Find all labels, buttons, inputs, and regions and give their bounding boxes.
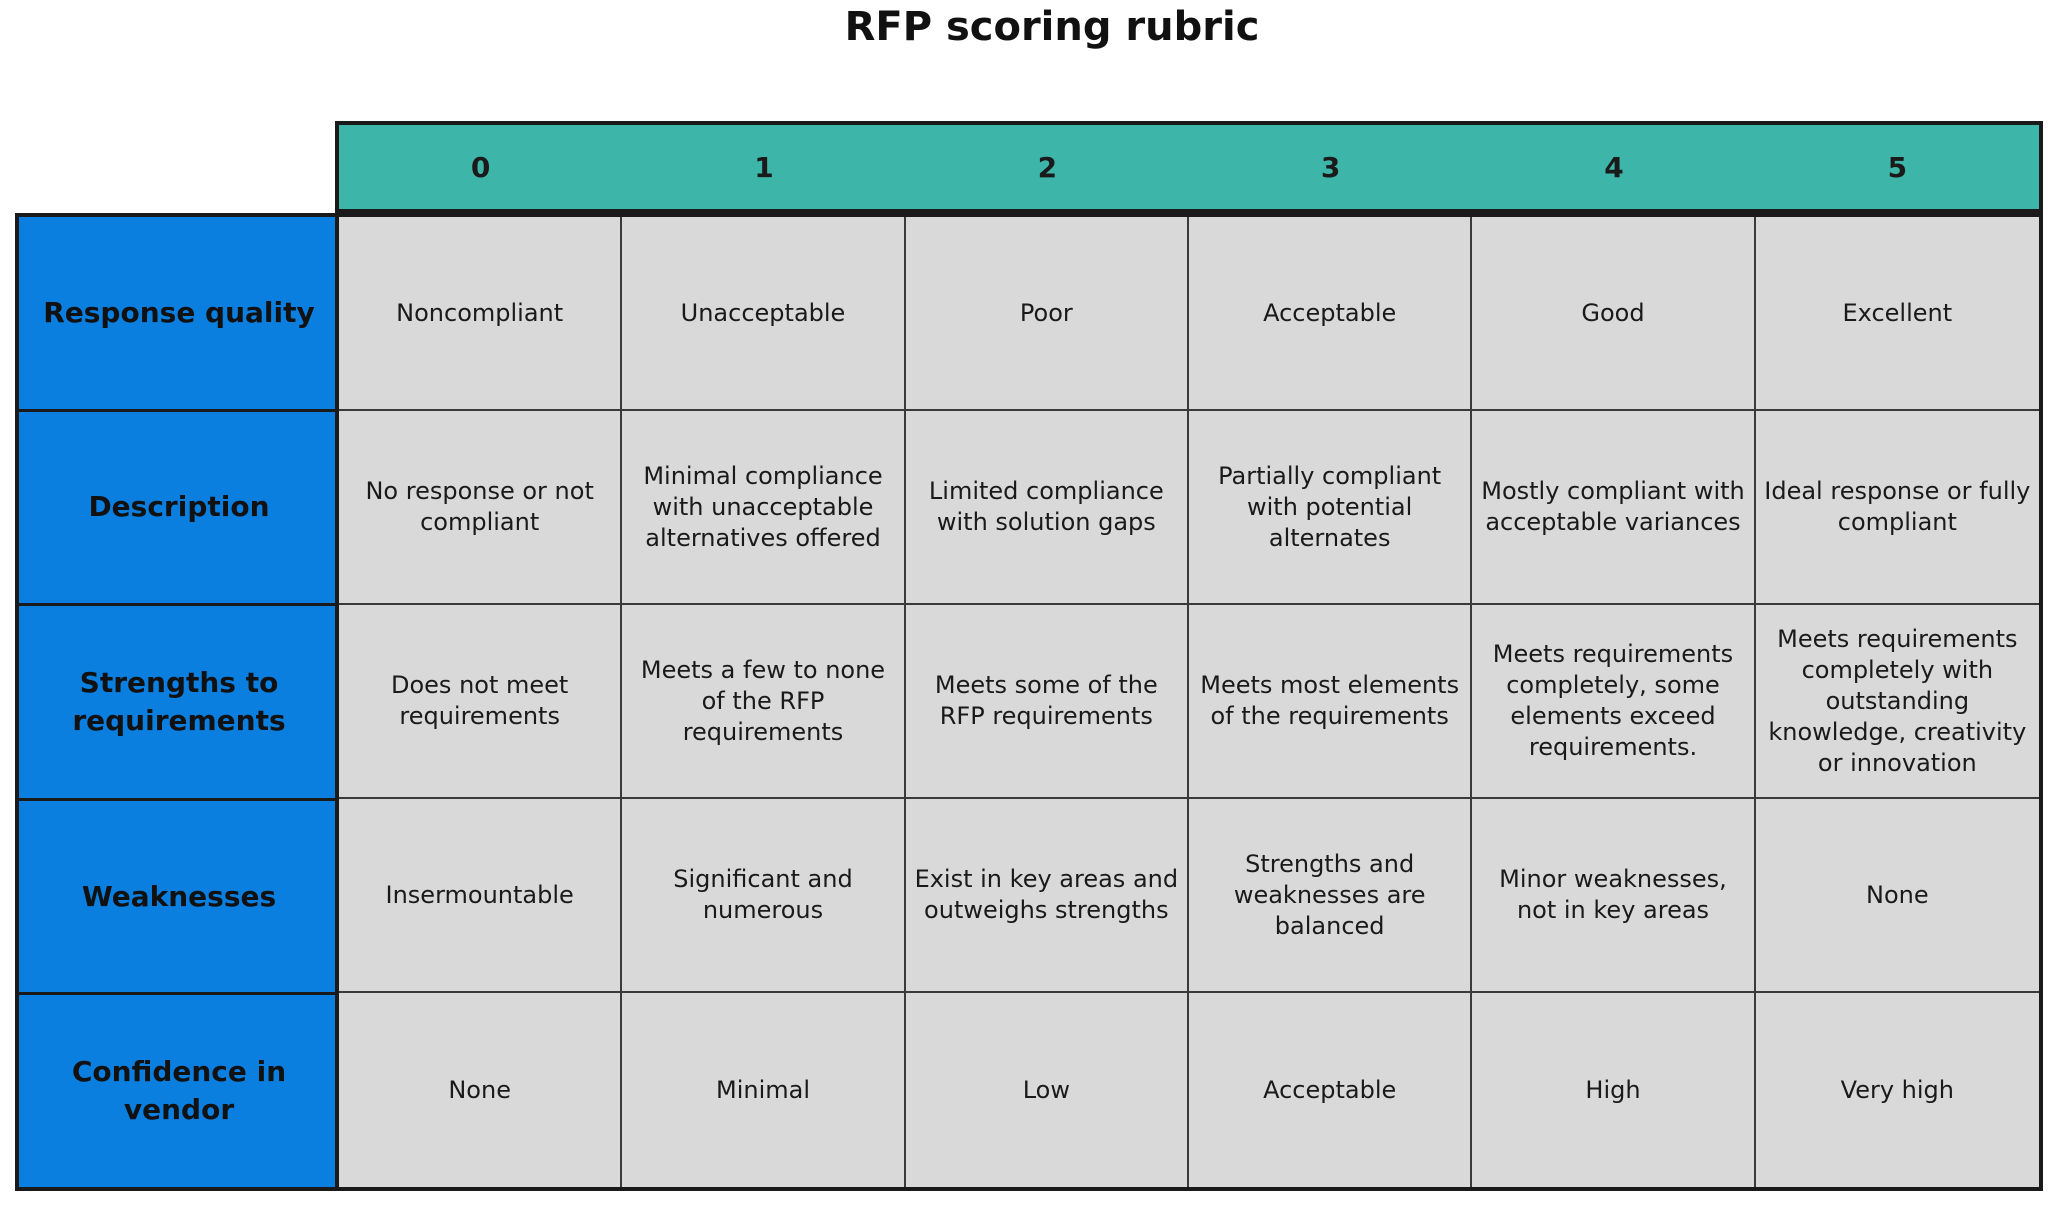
row-label-confidence: Confidence in vendor [71, 1055, 287, 1127]
table-cell: Minimal compliance with unacceptable alternatives offered [622, 411, 905, 605]
table-cell: Partially compliant with potential alternates [1189, 411, 1472, 605]
table-cell: No response or not compliant [339, 411, 622, 605]
score-header-3: 3 [1320, 150, 1341, 184]
row-label-strengths: Strengths to requirements [19, 606, 339, 801]
row-label-description: Description [19, 412, 339, 607]
table-cell: Exist in key areas and outweighs strengths [906, 799, 1189, 993]
table-cell: Ideal response or fully compliant [1756, 411, 2039, 605]
table-cell: Noncompliant [339, 217, 622, 411]
score-header-2: 2 [1037, 150, 1058, 184]
row-label-response-quality: Response quality [19, 217, 339, 412]
table-cell: Low [906, 993, 1189, 1187]
table-cell: Minor weaknesses, not in key areas [1472, 799, 1755, 993]
score-header-5: 5 [1887, 150, 1908, 184]
table-cell: Strengths and weaknesses are balanced [1189, 799, 1472, 993]
table-cell: Poor [906, 217, 1189, 411]
table-cell: Limited compliance with solution gaps [906, 411, 1189, 605]
score-header-0: 0 [470, 150, 491, 184]
table-cell: Excellent [1756, 217, 2039, 411]
table-cell: Unacceptable [622, 217, 905, 411]
table-cell: Significant and numerous [622, 799, 905, 993]
table-cell: Meets requirements completely, some elements exceed requirements. [1472, 605, 1755, 799]
score-header-row [335, 121, 2043, 213]
table-cell: Does not meet requirements [339, 605, 622, 799]
table-cell: Acceptable [1189, 993, 1472, 1187]
table-cell: None [339, 993, 622, 1187]
page-title: RFP scoring rubric [844, 4, 1260, 50]
table-cell: Meets requirements completely with outstanding knowledge, creativity or innovation [1756, 605, 2039, 799]
score-header-4: 4 [1604, 150, 1624, 184]
row-label-weaknesses: Weaknesses [19, 801, 339, 996]
table-cell: High [1472, 993, 1755, 1187]
row-label-column [15, 213, 339, 1191]
table-cell: Meets most elements of the requirements [1189, 605, 1472, 799]
score-header-1: 1 [754, 150, 774, 184]
table-cell: Good [1472, 217, 1755, 411]
table-cell: Meets some of the RFP requirements [906, 605, 1189, 799]
table-cell: Meets a few to none of the RFP requirements [622, 605, 905, 799]
table-cell: None [1756, 799, 2039, 993]
table-cell: Minimal [622, 993, 905, 1187]
table-cell: Mostly compliant with acceptable variances [1472, 411, 1755, 605]
table-cell: Insermountable [339, 799, 622, 993]
table-cell: Acceptable [1189, 217, 1472, 411]
table-cell: Very high [1840, 1075, 1954, 1104]
rubric-grid [335, 213, 2043, 1191]
rubric-table [15, 121, 2043, 1191]
